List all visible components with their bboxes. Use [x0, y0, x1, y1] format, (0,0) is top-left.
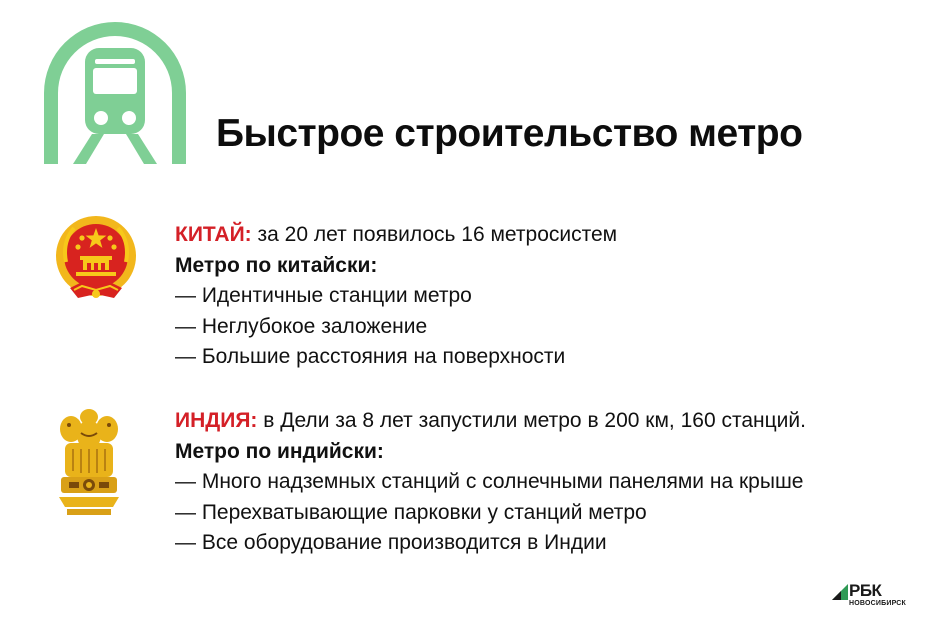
india-item: — Много надземных станций с солнечными панелями на крыше — [175, 470, 804, 493]
brand-logo — [832, 583, 912, 613]
china-item: — Идентичные станции метро — [175, 284, 472, 307]
rbc-logo-icon — [832, 584, 848, 600]
india-item: — Все оборудование производится в Индии — [175, 531, 607, 554]
china-emblem-icon — [52, 212, 140, 304]
china-summary-line — [175, 220, 617, 251]
india-emblem-icon — [57, 405, 121, 523]
india-item: — Перехватывающие парковки у станций метро — [175, 500, 647, 524]
page-title: Быстрое строительство метро — [216, 112, 803, 155]
brand-city: НОВОСИБИРСК — [849, 600, 906, 607]
china-section — [175, 220, 617, 373]
china-country-label: КИТАЙ: — [175, 223, 252, 246]
china-summary: за 20 лет появилось 16 метросистем — [251, 223, 618, 246]
india-summary-line — [175, 406, 806, 437]
brand-name: РБК — [849, 581, 882, 600]
metro-train-icon — [44, 22, 186, 164]
china-item: — Неглубокое заложение — [175, 314, 428, 338]
india-summary: в Дели за 8 лет запустили метро в 200 км, 160 станций. — [257, 409, 806, 432]
china-item: — Большие расстояния на поверхности — [175, 345, 566, 368]
india-subheading: Метро по индийски: — [175, 439, 384, 463]
china-subheading: Метро по китайски: — [175, 253, 378, 277]
india-country-label: ИНДИЯ: — [175, 409, 258, 432]
india-section — [175, 406, 806, 559]
